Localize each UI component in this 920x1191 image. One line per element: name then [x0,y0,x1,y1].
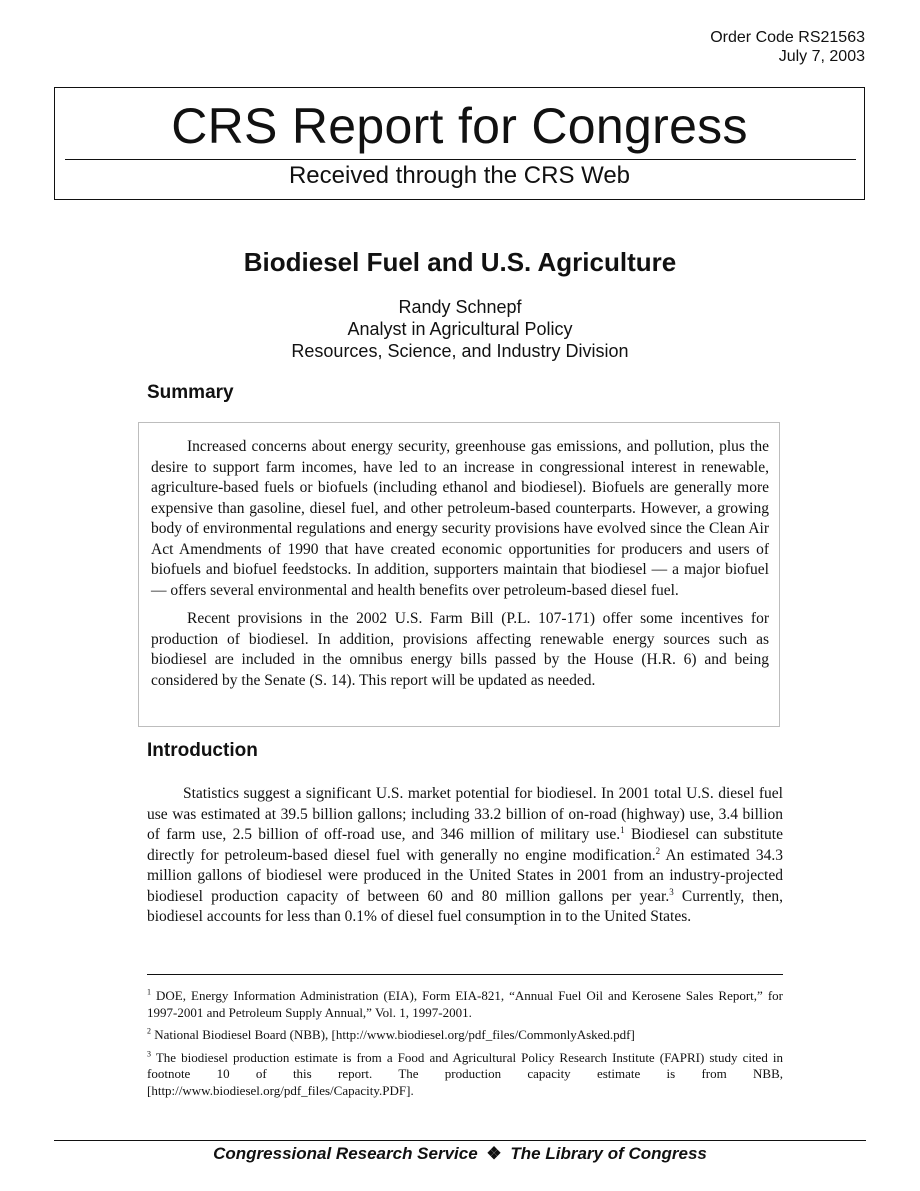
footnote-ref-1[interactable]: 1 [620,824,625,835]
author-block [0,296,920,362]
footnote-text: DOE, Energy Information Administration (EIA), Form EIA-821, “Annual Fuel Oil and Kerosene Sales Report,” for 1997-2001 and Petroleum Supply Annual,” Vol. 1, 1997-2001. [147,988,783,1020]
footnote-number: 1 [147,987,151,997]
footer-divider [54,1140,866,1141]
author-division: Resources, Science, and Industry Division [291,341,629,361]
introduction-heading: Introduction [147,740,258,761]
page-footer [0,1143,920,1165]
footnote-2 [147,1027,783,1044]
header-divider [65,159,856,160]
footnote-text: National Biodiesel Board (NBB), [http://www.biodiesel.org/pdf_files/CommonlyAsked.pdf] [151,1027,635,1042]
footnote-divider [147,974,783,975]
diamond-icon: ❖ [486,1144,502,1163]
order-code-block [710,28,865,66]
footnotes [147,988,783,1105]
footnote-ref-2[interactable]: 2 [655,845,661,856]
report-header-box [54,87,865,200]
footer-left-text: Congressional Research Service [213,1144,478,1163]
footnote-ref-3[interactable]: 3 [669,886,674,897]
footnote-3 [147,1050,783,1100]
introduction-body [147,784,783,928]
intro-text-segment: Biodiesel can substitute directly for petroleum-based diesel fuel with generally no engine modification. [147,826,783,864]
footnote-1 [147,988,783,1021]
summary-heading: Summary [147,382,234,403]
intro-text-segment: Statistics suggest a significant U.S. market potential for biodiesel. In 2001 total U.S. diesel fuel use was estimated at 39.5 billion gallons; including 33.2 billion of on-road (highway) use, 3.4 billion of farm use, 2.5 billion of off-road use, and 346 million of military use. [147,785,783,843]
header-subtitle: Received through the CRS Web [288,162,631,189]
report-title: Biodiesel Fuel and U.S. Agriculture [243,247,677,277]
author-name: Randy Schnepf [398,297,522,317]
introduction-paragraph [147,784,783,928]
footer-right-text: The Library of Congress [510,1144,707,1163]
order-date: July 7, 2003 [778,48,865,65]
intro-text-segment: Currently, then, biodiesel accounts for less than 0.1% of diesel fuel consumption in to the United States. [147,887,783,925]
summary-paragraph: Increased concerns about energy security, greenhouse gas emissions, and pollution, plus the desire to support farm incomes, have led to an increase in congressional interest in renewable, agriculture-based fuels or biofuels (including ethanol and biodiesel). Biofuels are generally more expensive than gasoline, diesel fuel, and other petroleum-based counterparts. However, a growing body of environmental regulations and energy security provisions have evolved since the Clean Air Act Amendments of 1990 that have created economic opportunities for producers and users of biofuels and biofuel feedstocks. In addition, supporters maintain that biodiesel — a major biofuel — offers several environmental and health benefits over petroleum-based diesel fuel. [151,438,769,599]
intro-text-segment: An estimated 34.3 million gallons of biodiesel were produced in the United States in 2001 from an industry-projected biodiesel production capacity of between 60 and 80 million gallons per year. [147,846,783,905]
summary-box [138,422,780,727]
footnote-number: 3 [147,1049,151,1059]
author-role: Analyst in Agricultural Policy [347,319,573,339]
summary-paragraph: Recent provisions in the 2002 U.S. Farm Bill (P.L. 107-171) offer some incentives for production of biodiesel. In addition, provisions affecting renewable energy sources such as biodiesel are included in the omnibus energy bills passed by the House (H.R. 6) and being considered by the Senate (S. 14). This report will be updated as needed. [151,610,769,689]
footnote-number: 2 [147,1026,151,1036]
header-title: CRS Report for Congress [171,98,748,154]
order-code: Order Code RS21563 [710,29,865,46]
footnote-text: The biodiesel production estimate is from a Food and Agricultural Policy Research Institute (FAPRI) study cited in footnote 10 of this report. The production capacity estimate is from NBB, [http://www.biodiesel.org/pdf_files/Capacity.PDF]. [147,1049,783,1098]
